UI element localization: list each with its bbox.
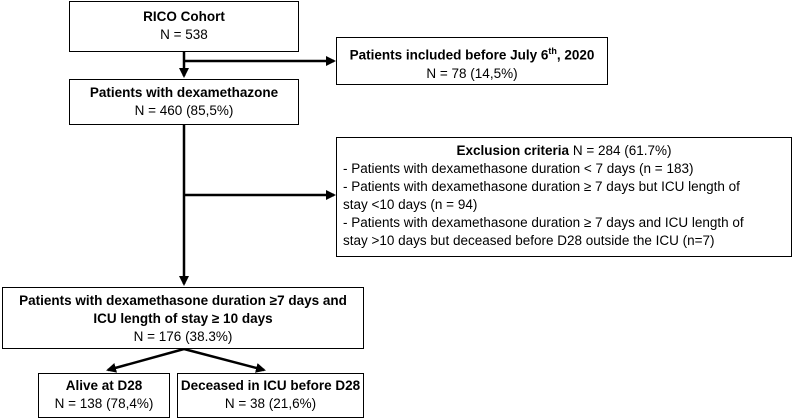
final-title-line1: Patients with dexamethasone duration ≥7 days and	[19, 293, 347, 308]
deceased-count: N = 38 (21,6%)	[224, 396, 317, 411]
alive-box	[38, 373, 170, 418]
before-july-count: N = 78 (14,5%)	[426, 65, 518, 81]
exclusion-item: - Patients with dexamethasone duration ≥ 7 days but ICU length of	[343, 179, 740, 194]
final-title-line2: ICU length of stay ≥ 10 days	[93, 311, 273, 326]
exclusion-count: N = 284 (61.7%)	[572, 143, 672, 158]
cohort-box	[69, 1, 299, 52]
exclusion-title: Exclusion criteria	[456, 143, 570, 158]
dexa-title: Patients with dexamethazone	[89, 85, 279, 100]
alive-title: Alive at D28	[65, 378, 143, 393]
exclusion-heading	[343, 142, 785, 160]
deceased-title: Deceased in ICU before D28	[180, 378, 361, 393]
final-count: N = 176 (38.3%)	[133, 329, 233, 344]
exclusion-item: - Patients with dexamethasone duration < 7 days (n = 183)	[343, 161, 694, 176]
connector-final-deceased	[184, 349, 264, 370]
dexa-box	[69, 79, 299, 125]
exclusion-box	[336, 137, 792, 257]
final-box	[2, 287, 364, 349]
alive-count: N = 138 (78,4%)	[54, 396, 154, 411]
before-july-title: Patients included before July 6th, 2020	[349, 46, 595, 63]
exclusion-item: stay <10 days (n = 94)	[343, 197, 478, 212]
exclusion-item: - Patients with dexamethasone duration ≥ 7 days and ICU length of	[343, 215, 744, 230]
exclusion-item: stay >10 days but deceased before D28 outside the ICU (n=7)	[343, 233, 715, 248]
cohort-title: RICO Cohort	[143, 9, 225, 24]
dexa-count: N = 460 (85,5%)	[134, 103, 234, 118]
connector-final-alive	[108, 349, 184, 370]
deceased-box	[177, 373, 364, 418]
cohort-count: N = 538	[160, 27, 208, 42]
before-july-box	[336, 37, 608, 85]
